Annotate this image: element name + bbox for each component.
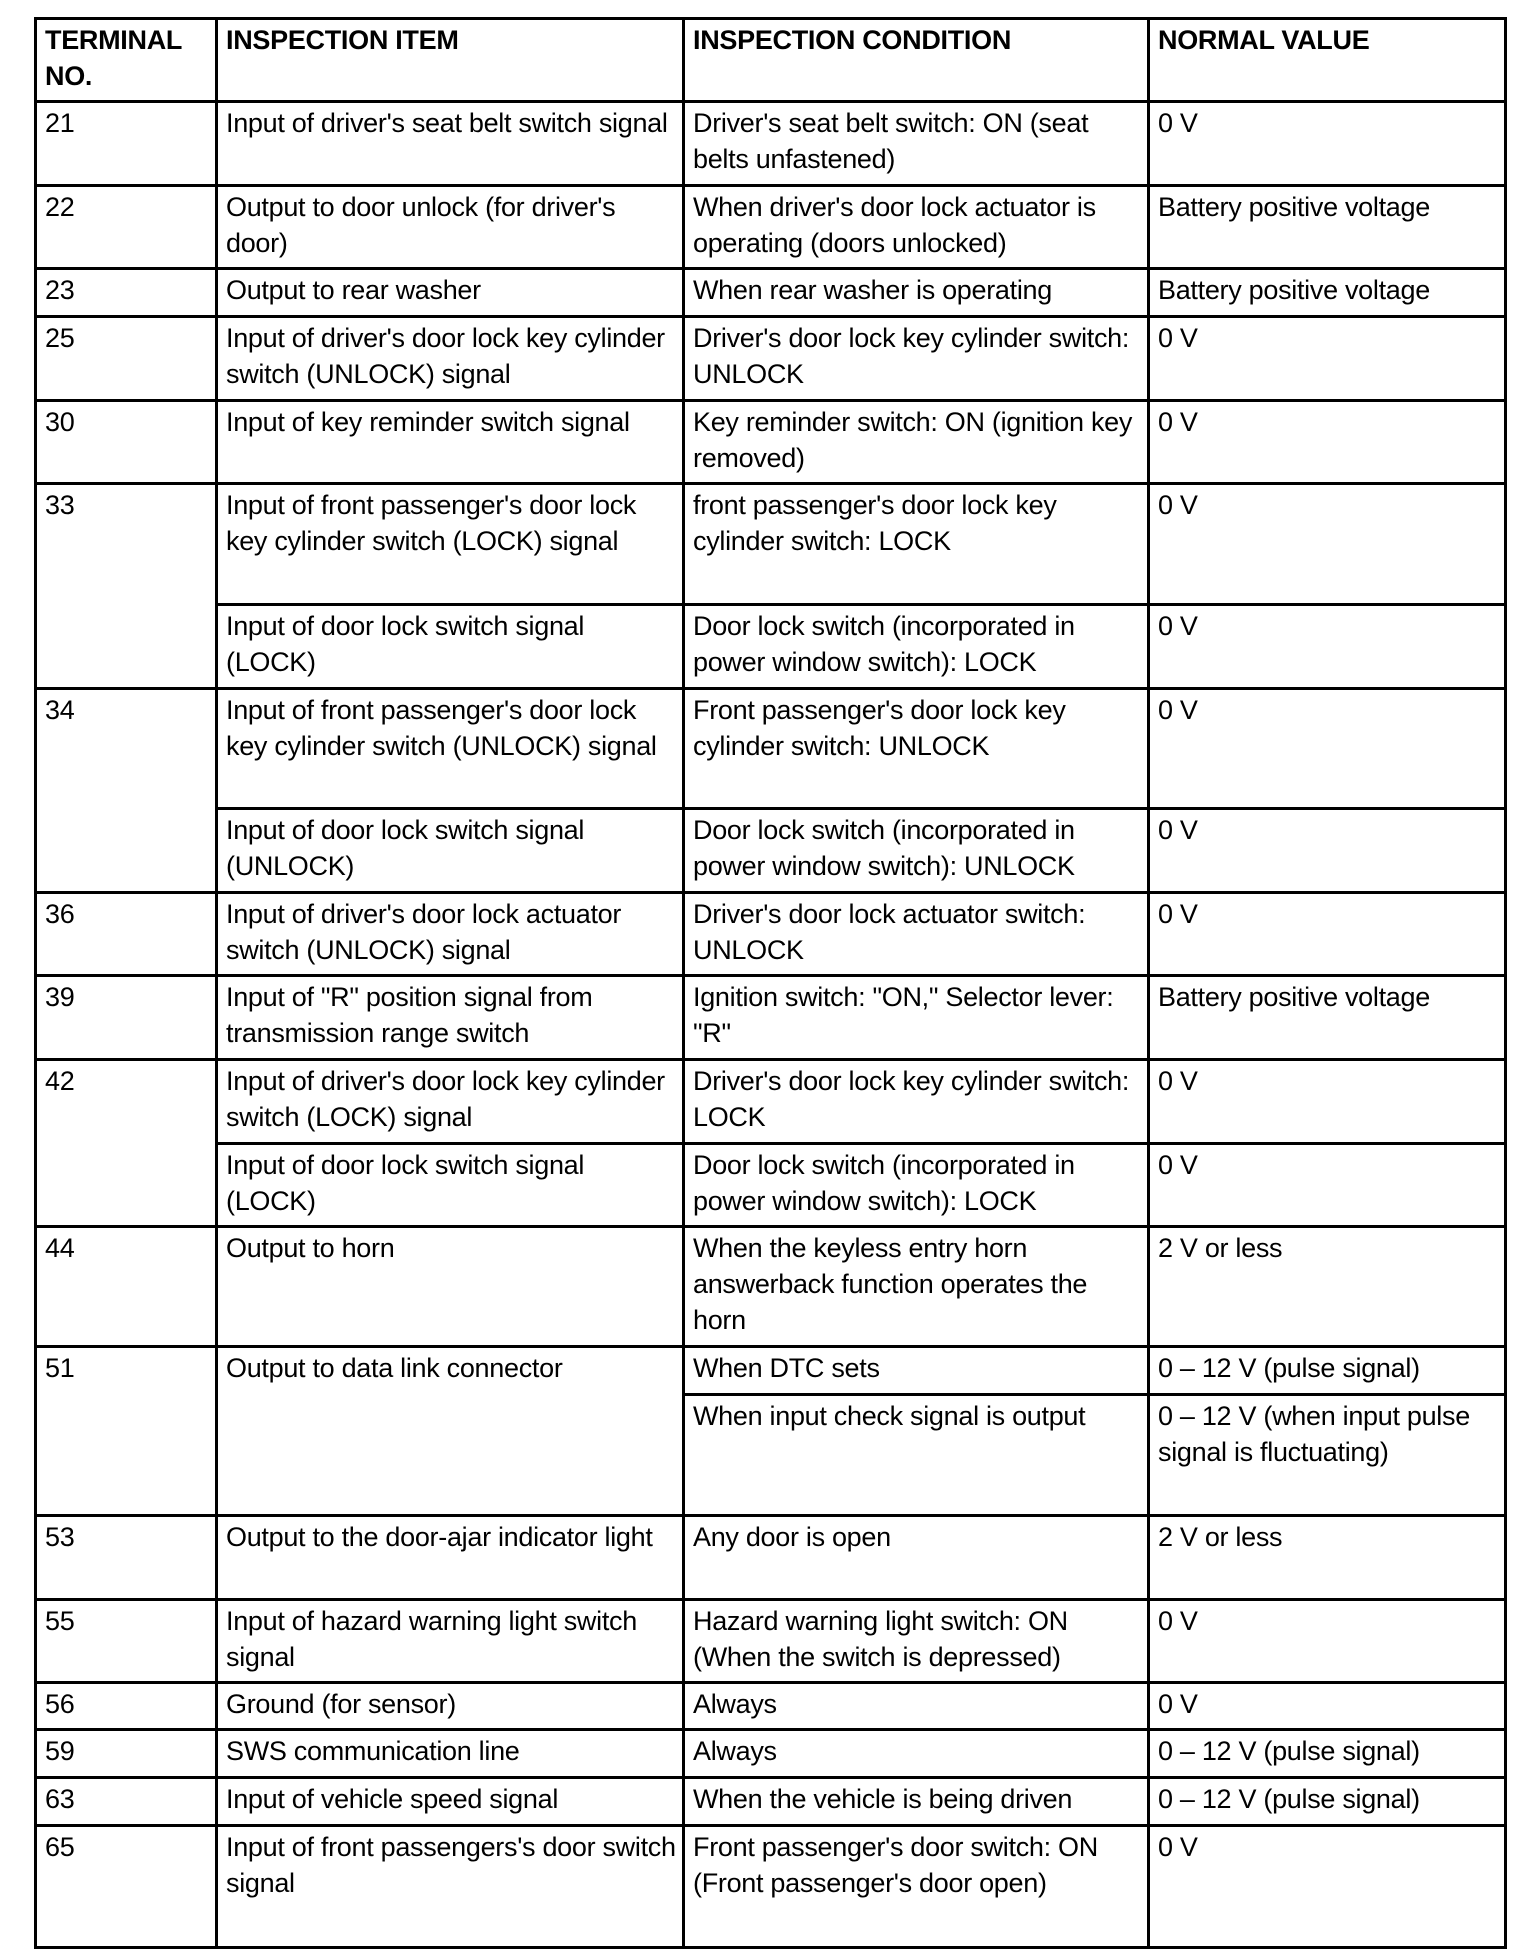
inspection-condition: Front passenger's door switch: ON (Front passenger's door open) xyxy=(684,1826,1149,1948)
inspection-condition: When input check signal is output xyxy=(684,1395,1149,1516)
normal-value: 0 V xyxy=(1149,401,1506,484)
header-inspection-condition: INSPECTION CONDITION xyxy=(684,19,1149,102)
inspection-item: Input of hazard warning light switch signal xyxy=(217,1600,684,1683)
table-row xyxy=(36,1683,1506,1730)
inspection-condition: Driver's seat belt switch: ON (seat belts unfastened) xyxy=(684,102,1149,186)
terminal-no: 65 xyxy=(36,1826,217,1948)
normal-value: 0 – 12 V (when input pulse signal is fluctuating) xyxy=(1149,1395,1506,1516)
table-row xyxy=(36,317,1506,401)
inspection-item: Output to rear washer xyxy=(217,269,684,317)
inspection-item: Input of key reminder switch signal xyxy=(217,401,684,484)
normal-value: 0 – 12 V (pulse signal) xyxy=(1149,1730,1506,1778)
terminal-no: 30 xyxy=(36,401,217,484)
inspection-item: Input of "R" position signal from transmission range switch xyxy=(217,976,684,1060)
normal-value: 0 V xyxy=(1149,809,1506,893)
inspection-condition: Ignition switch: "ON," Selector lever: "R" xyxy=(684,976,1149,1060)
normal-value: 0 V xyxy=(1149,893,1506,976)
terminal-no: 51 xyxy=(36,1347,217,1516)
inspection-item: Output to door unlock (for driver's door) xyxy=(217,186,684,269)
terminal-inspection-table xyxy=(34,17,1507,1949)
normal-value: Battery positive voltage xyxy=(1149,186,1506,269)
terminal-no: 21 xyxy=(36,102,217,186)
normal-value: 0 V xyxy=(1149,605,1506,689)
inspection-item: Input of driver's door lock actuator switch (UNLOCK) signal xyxy=(217,893,684,976)
inspection-condition: Driver's door lock actuator switch: UNLOCK xyxy=(684,893,1149,976)
table-row xyxy=(36,484,1506,605)
inspection-item: Input of front passengers's door switch signal xyxy=(217,1826,684,1948)
normal-value: 0 V xyxy=(1149,1826,1506,1948)
header-terminal-no: TERMINAL NO. xyxy=(36,19,217,102)
inspection-item: Input of door lock switch signal (UNLOCK) xyxy=(217,809,684,893)
inspection-item: Input of front passenger's door lock key cylinder switch (UNLOCK) signal xyxy=(217,689,684,809)
normal-value: 0 V xyxy=(1149,317,1506,401)
normal-value: 0 V xyxy=(1149,1144,1506,1227)
inspection-condition: Door lock switch (incorporated in power window switch): LOCK xyxy=(684,605,1149,689)
inspection-condition: front passenger's door lock key cylinder switch: LOCK xyxy=(684,484,1149,605)
terminal-no: 34 xyxy=(36,689,217,893)
table-row xyxy=(36,269,1506,317)
table-row xyxy=(36,689,1506,809)
inspection-item: Input of driver's door lock key cylinder switch (LOCK) signal xyxy=(217,1060,684,1144)
terminal-no: 23 xyxy=(36,269,217,317)
normal-value: 0 – 12 V (pulse signal) xyxy=(1149,1778,1506,1826)
normal-value: 2 V or less xyxy=(1149,1227,1506,1347)
inspection-condition: When DTC sets xyxy=(684,1347,1149,1395)
table-row xyxy=(36,1516,1506,1600)
table-row xyxy=(36,186,1506,269)
terminal-no: 59 xyxy=(36,1730,217,1778)
inspection-condition: Driver's door lock key cylinder switch: LOCK xyxy=(684,1060,1149,1144)
table-row xyxy=(36,1144,1506,1227)
table-row xyxy=(36,102,1506,186)
table-row xyxy=(36,1730,1506,1778)
inspection-item: SWS communication line xyxy=(217,1730,684,1778)
header-inspection-item: INSPECTION ITEM xyxy=(217,19,684,102)
inspection-item: Input of driver's door lock key cylinder switch (UNLOCK) signal xyxy=(217,317,684,401)
normal-value: Battery positive voltage xyxy=(1149,976,1506,1060)
normal-value: 0 V xyxy=(1149,689,1506,809)
normal-value: 0 V xyxy=(1149,102,1506,186)
table-row xyxy=(36,605,1506,689)
inspection-condition: Always xyxy=(684,1683,1149,1730)
terminal-no: 42 xyxy=(36,1060,217,1227)
inspection-condition: Key reminder switch: ON (ignition key removed) xyxy=(684,401,1149,484)
table-row xyxy=(36,809,1506,893)
terminal-no: 63 xyxy=(36,1778,217,1826)
inspection-condition: When driver's door lock actuator is operating (doors unlocked) xyxy=(684,186,1149,269)
inspection-condition: Door lock switch (incorporated in power window switch): UNLOCK xyxy=(684,809,1149,893)
normal-value: Battery positive voltage xyxy=(1149,269,1506,317)
table-row xyxy=(36,1778,1506,1826)
terminal-no: 39 xyxy=(36,976,217,1060)
inspection-condition: Any door is open xyxy=(684,1516,1149,1600)
terminal-no: 44 xyxy=(36,1227,217,1347)
inspection-condition: Driver's door lock key cylinder switch: UNLOCK xyxy=(684,317,1149,401)
normal-value: 0 V xyxy=(1149,484,1506,605)
terminal-no: 33 xyxy=(36,484,217,689)
table-row xyxy=(36,1347,1506,1395)
inspection-condition: When the vehicle is being driven xyxy=(684,1778,1149,1826)
normal-value: 0 V xyxy=(1149,1600,1506,1683)
terminal-no: 53 xyxy=(36,1516,217,1600)
inspection-condition: Door lock switch (incorporated in power window switch): LOCK xyxy=(684,1144,1149,1227)
inspection-item: Output to horn xyxy=(217,1227,684,1347)
inspection-condition: Front passenger's door lock key cylinder switch: UNLOCK xyxy=(684,689,1149,809)
normal-value: 0 – 12 V (pulse signal) xyxy=(1149,1347,1506,1395)
inspection-item: Input of driver's seat belt switch signal xyxy=(217,102,684,186)
terminal-no: 25 xyxy=(36,317,217,401)
inspection-condition: When the keyless entry horn answerback function operates the horn xyxy=(684,1227,1149,1347)
table-row xyxy=(36,1227,1506,1347)
table-row xyxy=(36,1826,1506,1948)
normal-value: 0 V xyxy=(1149,1683,1506,1730)
terminal-no: 36 xyxy=(36,893,217,976)
inspection-item: Input of front passenger's door lock key cylinder switch (LOCK) signal xyxy=(217,484,684,605)
inspection-item: Output to data link connector xyxy=(217,1347,684,1516)
inspection-item: Input of door lock switch signal (LOCK) xyxy=(217,1144,684,1227)
table-row xyxy=(36,893,1506,976)
inspection-item: Input of vehicle speed signal xyxy=(217,1778,684,1826)
table-row xyxy=(36,976,1506,1060)
table-row xyxy=(36,401,1506,484)
header-normal-value: NORMAL VALUE xyxy=(1149,19,1506,102)
terminal-no: 56 xyxy=(36,1683,217,1730)
inspection-item: Output to the door-ajar indicator light xyxy=(217,1516,684,1600)
normal-value: 2 V or less xyxy=(1149,1516,1506,1600)
table-row xyxy=(36,1060,1506,1144)
inspection-item: Input of door lock switch signal (LOCK) xyxy=(217,605,684,689)
inspection-condition: Always xyxy=(684,1730,1149,1778)
inspection-condition: Hazard warning light switch: ON (When the switch is depressed) xyxy=(684,1600,1149,1683)
table-header-row xyxy=(36,19,1506,102)
inspection-item: Ground (for sensor) xyxy=(217,1683,684,1730)
table-row xyxy=(36,1600,1506,1683)
normal-value: 0 V xyxy=(1149,1060,1506,1144)
terminal-no: 22 xyxy=(36,186,217,269)
inspection-condition: When rear washer is operating xyxy=(684,269,1149,317)
terminal-no: 55 xyxy=(36,1600,217,1683)
